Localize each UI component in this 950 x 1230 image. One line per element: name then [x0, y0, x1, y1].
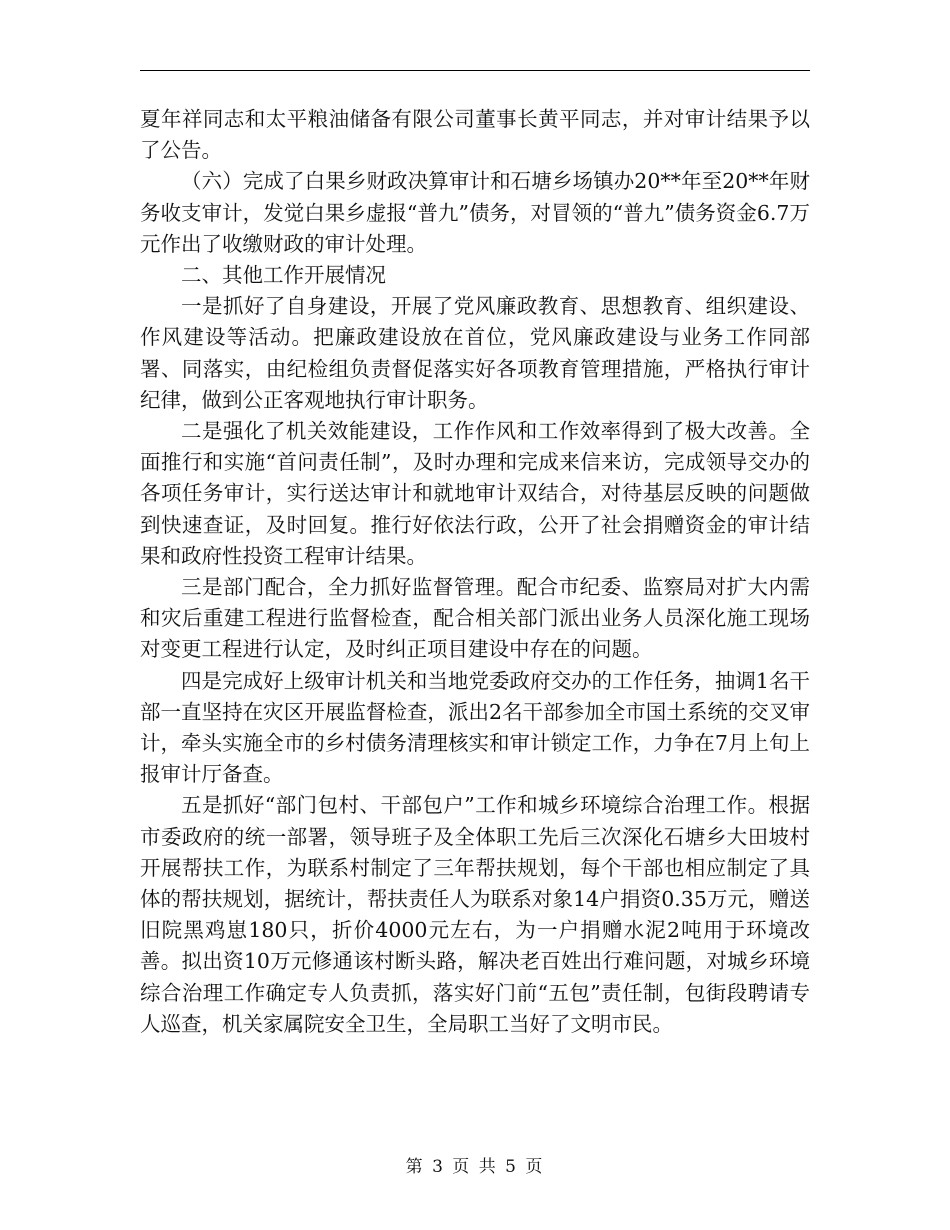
section-heading: 二、其他工作开展情况	[181, 263, 386, 288]
paragraph: 二是强化了机关效能建设，工作作风和工作效率得到了极大改善。全面推行和实施“首问责任制”，及时办理和完成来信来访，完成领导交办的各项任务审计，实行送达审计和就地审计双结合，对待基层反映的问题做到快速查证，及时回复。推行好依法行政，公开了社会捐赠资金的审计结果和政府性投资工程审计结果。	[140, 419, 810, 568]
page-footer: 第 3 页 共 5 页	[405, 1157, 545, 1177]
paragraph: 五是抓好“部门包村、干部包户”工作和城乡环境综合治理工作。根据市委政府的统一部署，领导班子及全体职工先后三次深化石塘乡大田坡村开展帮扶工作，为联系村制定了三年帮扶规划，每个干部也相应制定了具体的帮扶规划，据统计，帮扶责任人为联系对象14户捐资0.35万元，赠送旧院黑鸡崽180只，折价4000元左右，为一户捐赠水泥2吨用于环境改善。拟出资10万元修通该村断头路，解决老百姓出行难问题，对城乡环境综合治理工作确定专人负责抓，落实好门前“五包”责任制，包街段聘请专人巡查，机关家属院安全卫生，全局职工当好了文明市民。	[140, 793, 810, 1036]
paragraph: 一是抓好了自身建设，开展了党风廉政教育、思想教育、组织建设、作风建设等活动。把廉政建设放在首位，党风廉政建设与业务工作同部署、同落实，由纪检组负责督促落实好各项教育管理措施，严格执行审计纪律，做到公正客观地执行审计职务。	[140, 294, 810, 412]
paragraph: （六）完成了白果乡财政决算审计和石塘乡场镇办20**年至20**年财务收支审计，发觉白果乡虚报“普九”债务，对冒领的“普九”债务资金6.7万元作出了收缴财政的审计处理。	[140, 169, 810, 256]
paragraph: 夏年祥同志和太平粮油储备有限公司董事长黄平同志，并对审计结果予以了公告。	[140, 107, 810, 163]
body-text	[140, 104, 810, 1040]
paragraph: 四是完成好上级审计机关和当地党委政府交办的工作任务，抽调1名干部一直坚持在灾区开展监督检查，派出2名干部参加全市国土系统的交叉审计，牵头实施全市的乡村债务清理核实和审计锁定工作，力争在7月上旬上报审计厅备查。	[140, 668, 810, 787]
paragraph: 三是部门配合，全力抓好监督管理。配合市纪委、监察局对扩大内需和灾后重建工程进行监督检查，配合相关部门派出业务人员深化施工现场对变更工程进行认定，及时纠正项目建设中存在的问题。	[140, 575, 810, 662]
header-rule	[140, 70, 810, 71]
